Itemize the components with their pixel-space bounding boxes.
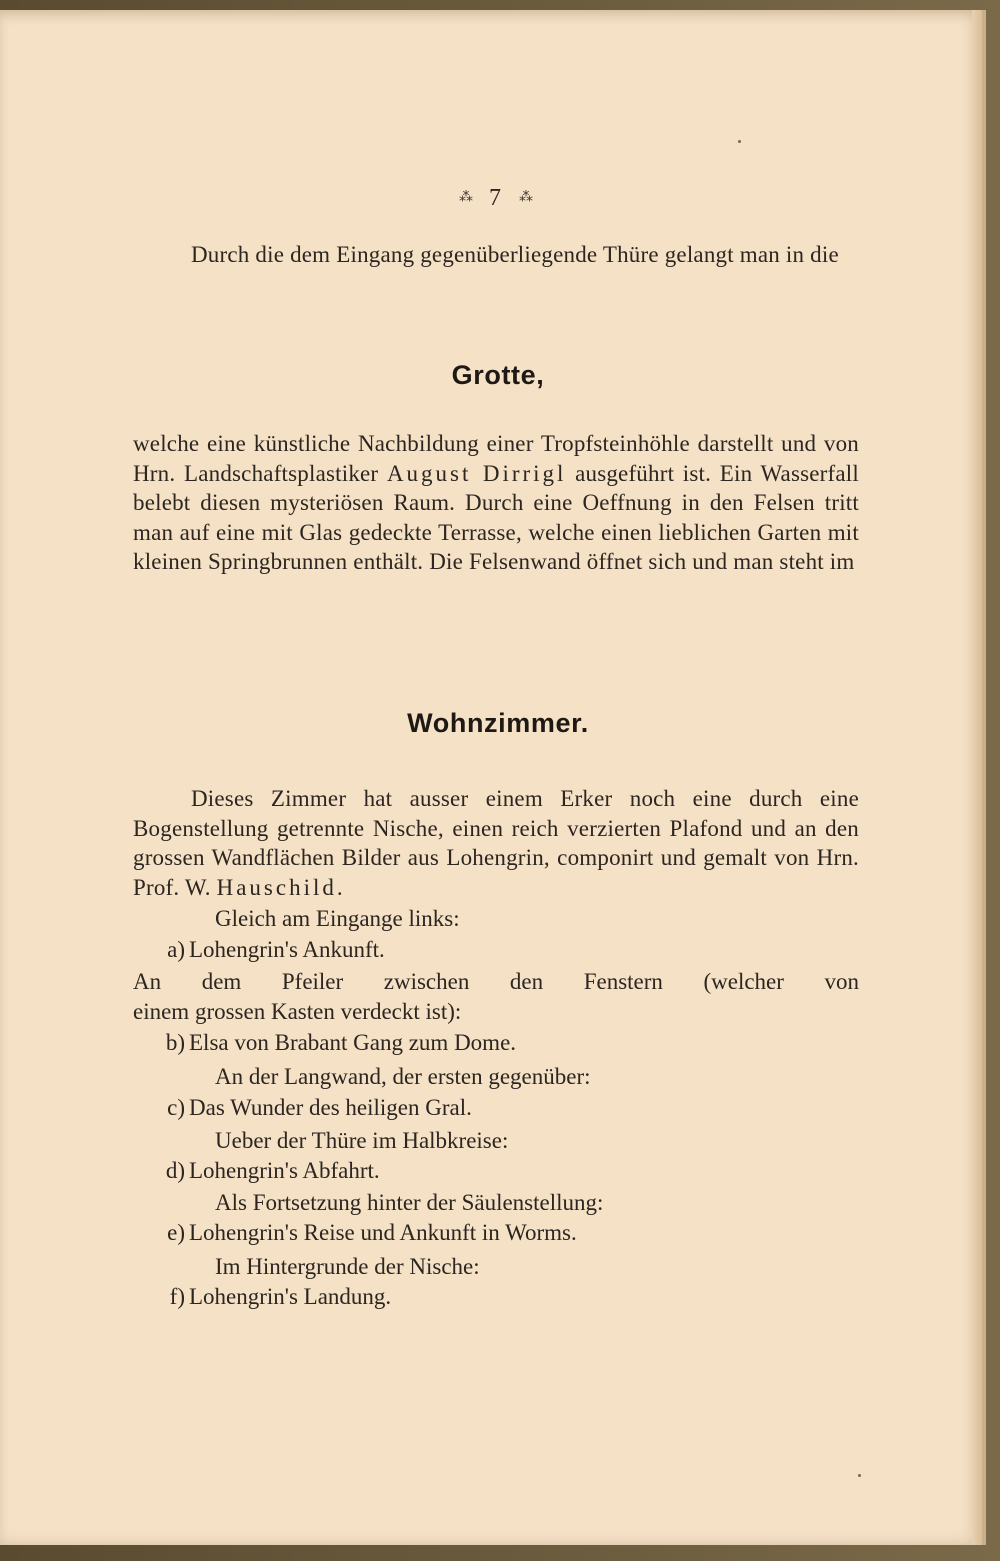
item-text: Lohengrin's Abfahrt. bbox=[189, 1158, 380, 1183]
list-item-c bbox=[133, 1095, 472, 1121]
grotte-paragraph bbox=[133, 429, 859, 577]
item-text: Lohengrin's Landung. bbox=[189, 1284, 392, 1309]
grotte-text-1: welche eine künstliche Nachbildung einer Tropfsteinhöhle darstellt und von Hrn. Landschaftsplastiker bbox=[133, 431, 859, 486]
paper-speck bbox=[858, 1474, 861, 1477]
right-ornament-icon: ⁂ bbox=[519, 190, 531, 206]
list-item-f bbox=[133, 1284, 391, 1310]
list-intro-b-line1: An dem Pfeiler zwischen den Fenstern (welcher von bbox=[133, 969, 859, 994]
item-letter: a) bbox=[167, 937, 185, 962]
list-item-e bbox=[133, 1220, 577, 1246]
wohnzimmer-artist-name: Hauschild. bbox=[216, 874, 346, 900]
list-item-a bbox=[133, 937, 385, 963]
page-edge bbox=[972, 10, 982, 1545]
wohnzimmer-text: Dieses Zimmer hat ausser einem Erker noch eine durch eine Bogenstellung getrennte Nische, einen reich verzierten Plafond und an den grossen Wandflächen Bilder aus Lohengrin, componirt und gemalt von Hrn. Prof. W. bbox=[133, 786, 859, 900]
list-intro-b-line2: einem grossen Kasten verdeckt ist): bbox=[133, 999, 462, 1024]
list-intro-c: An der Langwand, der ersten gegenüber: bbox=[215, 1064, 591, 1089]
page-number: 7 bbox=[489, 185, 501, 212]
item-letter: e) bbox=[167, 1220, 185, 1245]
heading-grotte: Grotte, bbox=[451, 360, 545, 390]
item-text: Das Wunder des heiligen Gral. bbox=[189, 1095, 472, 1120]
heading-wohnzimmer: Wohnzimmer. bbox=[407, 708, 589, 738]
grotte-text-2: ausgeführt ist. Ein Wasserfall belebt diesen mysteriösen Raum. Durch eine Oeffnung in den Felsen tritt man auf eine mit Glas gedeckte Terrasse, welche einen lieblichen Garten mit kleinen Springbrunnen enthält. Die Felsenwand öffnet sich und man steht im bbox=[133, 460, 859, 575]
item-letter: c) bbox=[167, 1095, 185, 1120]
item-letter: d) bbox=[165, 1158, 185, 1183]
list-intro-d: Ueber der Thüre im Halbkreise: bbox=[215, 1128, 509, 1153]
grotte-artist-name: August Dirrigl bbox=[386, 460, 567, 486]
item-text: Elsa von Brabant Gang zum Dome. bbox=[189, 1030, 517, 1055]
left-ornament-icon: ⁂ bbox=[459, 190, 471, 206]
page-header bbox=[0, 183, 990, 212]
wohnzimmer-paragraph bbox=[133, 784, 859, 902]
list-intro-e: Als Fortsetzung hinter der Säulenstellung: bbox=[215, 1190, 604, 1215]
list-intro-f: Im Hintergrunde der Nische: bbox=[215, 1254, 480, 1279]
list-item-d bbox=[133, 1158, 380, 1184]
item-letter: f) bbox=[169, 1284, 185, 1309]
item-text: Lohengrin's Reise und Ankunft in Worms. bbox=[189, 1220, 577, 1245]
paper-speck bbox=[738, 140, 741, 143]
item-letter: b) bbox=[165, 1030, 185, 1055]
item-text: Lohengrin's Ankunft. bbox=[189, 937, 385, 962]
intro-paragraph: Durch die dem Eingang gegenüberliegende Thüre gelangt man in die bbox=[191, 242, 839, 267]
list-intro-a: Gleich am Eingange links: bbox=[215, 906, 460, 931]
list-item-b bbox=[133, 1030, 516, 1056]
